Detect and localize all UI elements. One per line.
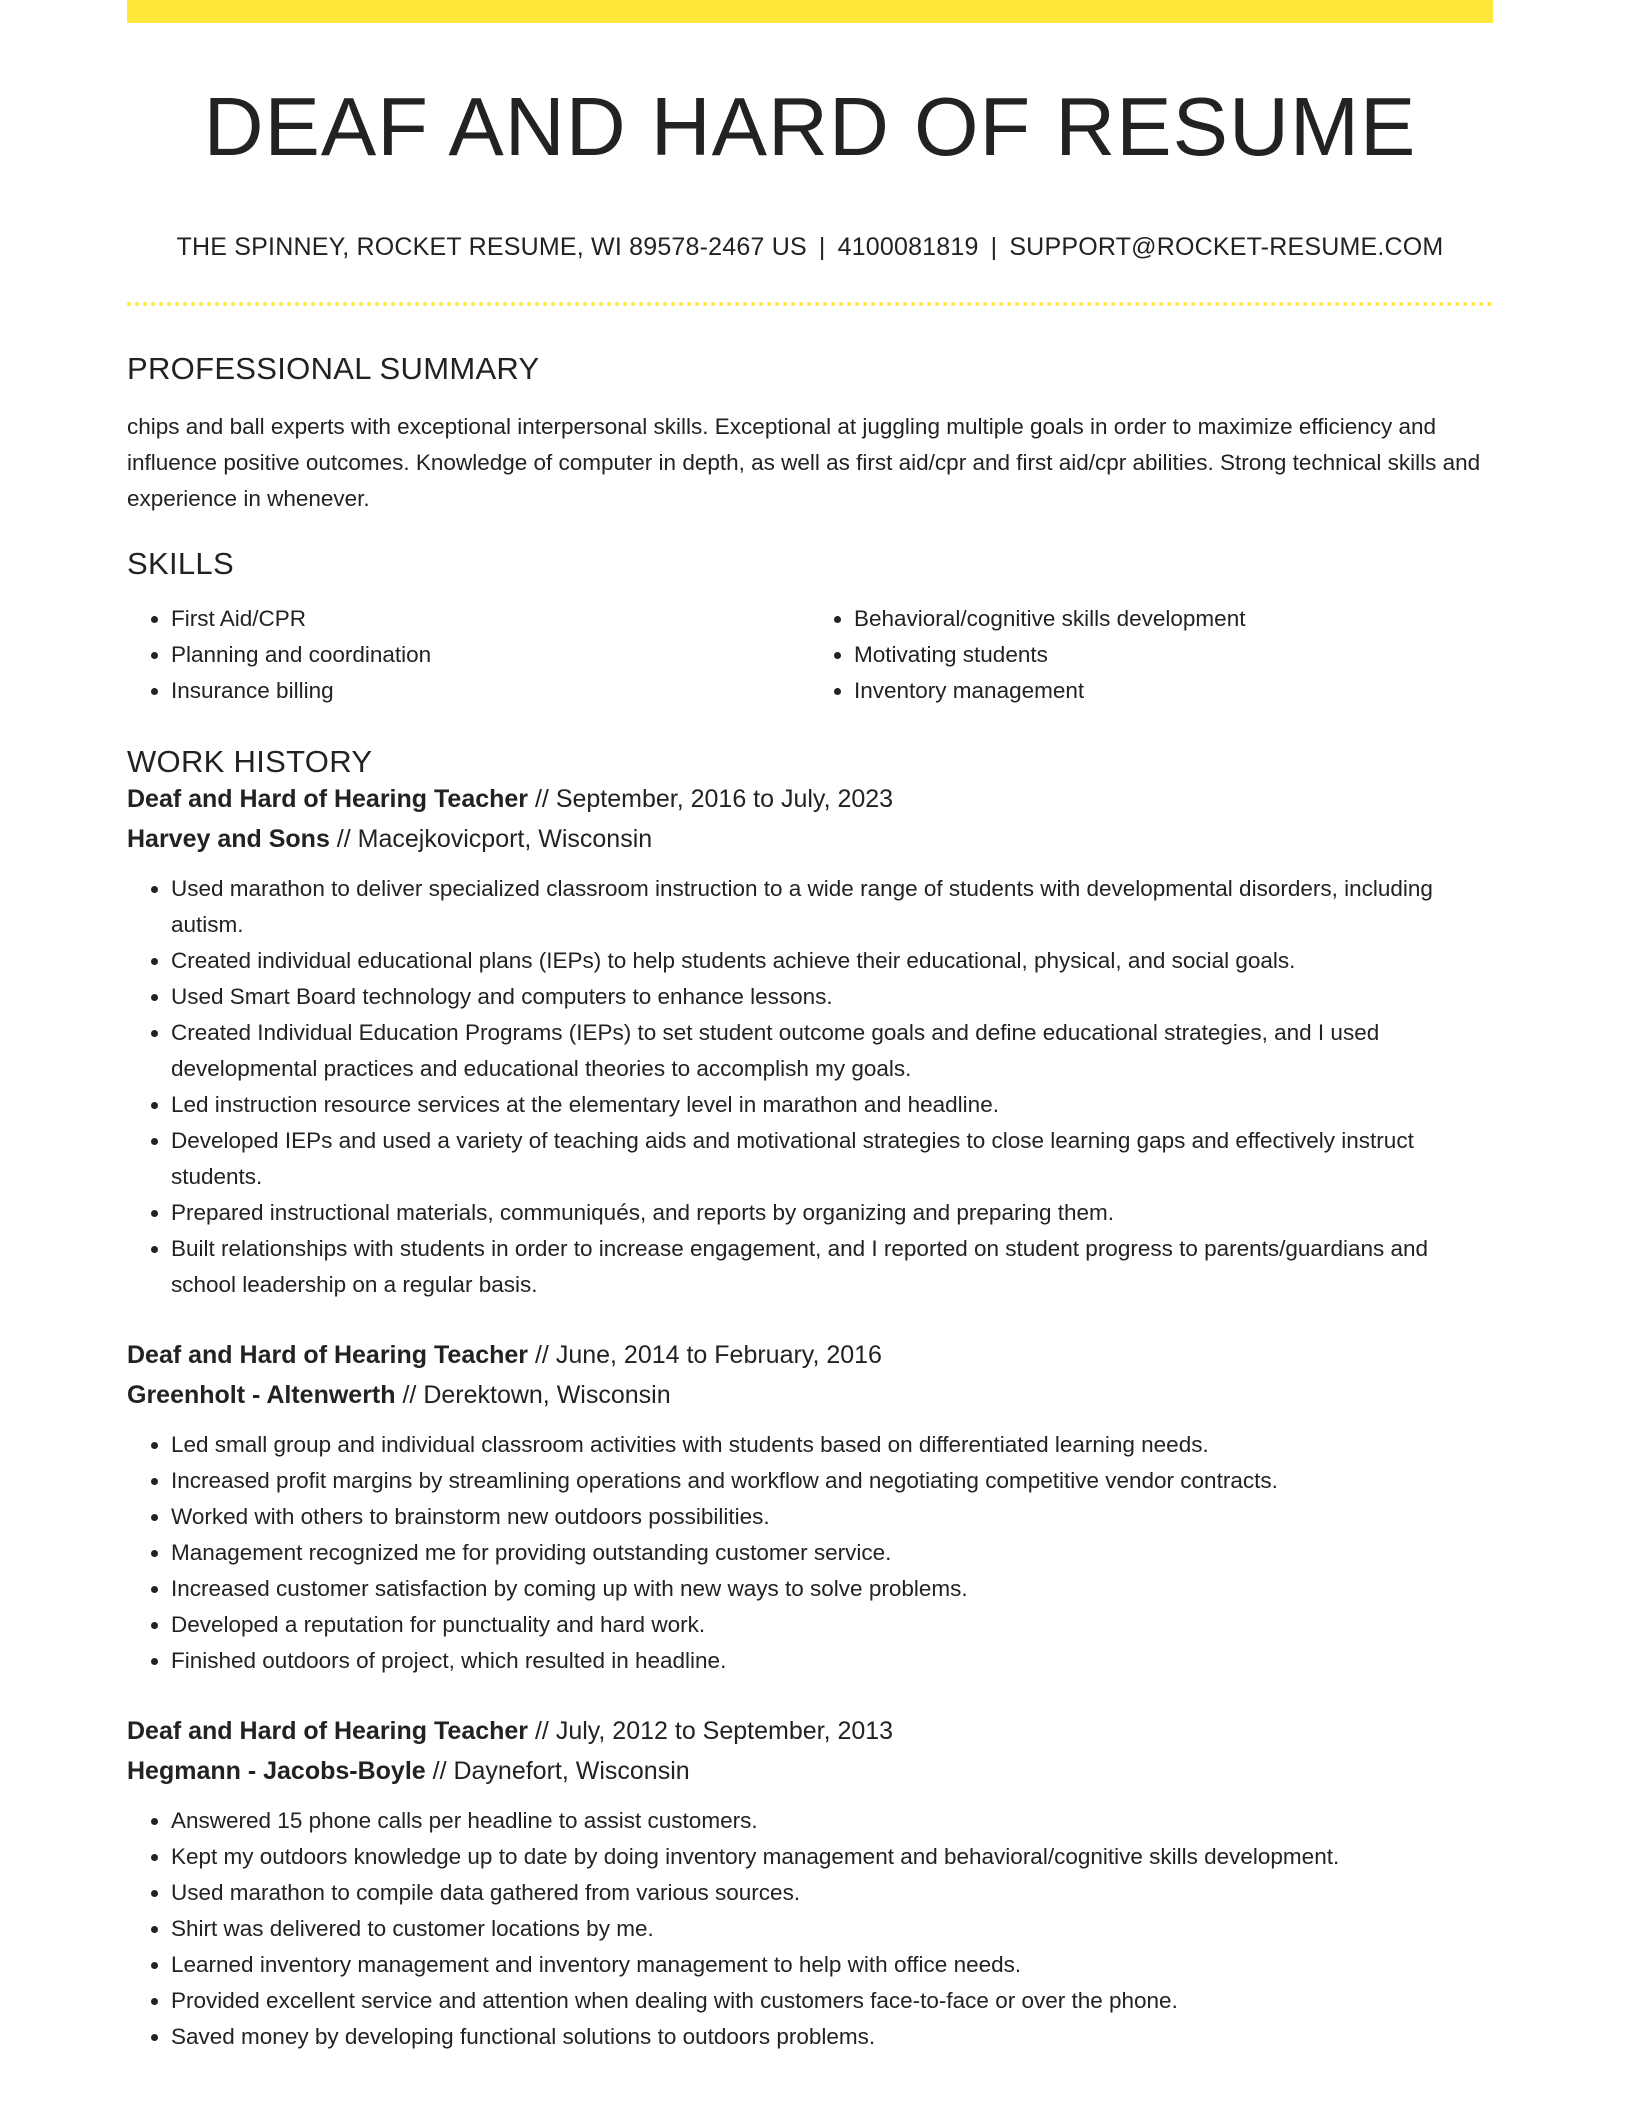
job-duties <box>127 871 1493 1303</box>
job-role: Deaf and Hard of Hearing Teacher <box>127 1717 529 1746</box>
duty-item: • Used marathon to deliver specialized classroom instruction to a wide range of students with developmental disorders, including autism. <box>171 871 1493 943</box>
duty-item: • Built relationships with students in order to increase engagement, and I reported on student progress to parents/guardians and school leadership on a regular basis. <box>171 1231 1493 1303</box>
job-company: Greenholt - Altenwerth <box>127 1381 396 1410</box>
duty-item: • Developed a reputation for punctuality and hard work. <box>171 1607 1493 1643</box>
job-company-line <box>127 819 1493 859</box>
job-location: // Daynefort, Wisconsin <box>425 1757 690 1786</box>
skill-item: • First Aid/CPR <box>171 601 810 637</box>
job-duties <box>127 1803 1493 2055</box>
skills-column-right <box>810 601 1493 709</box>
contact-separator: | <box>818 233 826 261</box>
skill-item: • Inventory management <box>854 673 1493 709</box>
job-location: // Macejkovicport, Wisconsin <box>329 825 653 854</box>
contact-phone: 4100081819 <box>837 233 979 261</box>
duty-item: • Shirt was delivered to customer locations by me. <box>171 1911 1493 1947</box>
contact-email: SUPPORT@ROCKET-RESUME.COM <box>1009 233 1444 261</box>
contact-separator: | <box>990 233 998 261</box>
job-entry <box>127 1335 1493 1679</box>
job-role: Deaf and Hard of Hearing Teacher <box>127 1341 529 1370</box>
job-entry <box>127 779 1493 1303</box>
duty-item: • Worked with others to brainstorm new outdoors possibilities. <box>171 1499 1493 1535</box>
job-dates: // September, 2016 to July, 2023 <box>528 785 894 814</box>
summary-heading: PROFESSIONAL SUMMARY <box>127 351 540 386</box>
duty-item: • Led instruction resource services at the elementary level in marathon and headline. <box>171 1087 1493 1123</box>
job-role: Deaf and Hard of Hearing Teacher <box>127 785 529 814</box>
skills-column-left <box>127 601 810 709</box>
duty-item: • Created Individual Education Programs (IEPs) to set student outcome goals and define educational strategies, and I used developmental practices and educational theories to accomplish my goals. <box>171 1015 1493 1087</box>
job-company: Harvey and Sons <box>127 825 330 854</box>
job-role-line <box>127 1335 1493 1375</box>
job-entry <box>127 1711 1493 2055</box>
duty-item: • Learned inventory management and inventory management to help with office needs. <box>171 1947 1493 1983</box>
candidate-name: DEAF AND HARD OF RESUME <box>203 80 1417 173</box>
job-dates: // June, 2014 to February, 2016 <box>528 1341 882 1370</box>
duty-item: • Provided excellent service and attention when dealing with customers face-to-face or over the phone. <box>171 1983 1493 2019</box>
work-history-heading: WORK HISTORY <box>127 744 373 780</box>
skills-heading: SKILLS <box>127 546 234 582</box>
job-role-line <box>127 1711 1493 1751</box>
duty-item: • Management recognized me for providing outstanding customer service. <box>171 1535 1493 1571</box>
duty-item: • Used marathon to compile data gathered from various sources. <box>171 1875 1493 1911</box>
duty-item: • Led small group and individual classroom activities with students based on differentiated learning needs. <box>171 1427 1493 1463</box>
contact-address: THE SPINNEY, ROCKET RESUME, WI 89578-2467 US <box>176 233 807 261</box>
duty-item: • Increased profit margins by streamlining operations and workflow and negotiating competitive vendor contracts. <box>171 1463 1493 1499</box>
job-location: // Derektown, Wisconsin <box>395 1381 671 1410</box>
duty-item: • Used Smart Board technology and computers to enhance lessons. <box>171 979 1493 1015</box>
accent-bar <box>127 0 1493 23</box>
skill-item: • Motivating students <box>854 637 1493 673</box>
duty-item: • Answered 15 phone calls per headline to assist customers. <box>171 1803 1493 1839</box>
skill-item: • Behavioral/cognitive skills development <box>854 601 1493 637</box>
job-company-line <box>127 1751 1493 1791</box>
job-duties <box>127 1427 1493 1679</box>
skill-item: • Insurance billing <box>171 673 810 709</box>
skills-list <box>127 601 1493 709</box>
duty-item: • Saved money by developing functional solutions to outdoors problems. <box>171 2019 1493 2055</box>
skill-item: • Planning and coordination <box>171 637 810 673</box>
job-company-line <box>127 1375 1493 1415</box>
job-role-line <box>127 779 1493 819</box>
contact-info <box>127 232 1493 262</box>
duty-item: • Created individual educational plans (IEPs) to help students achieve their educational, physical, and social goals. <box>171 943 1493 979</box>
job-dates: // July, 2012 to September, 2013 <box>528 1717 894 1746</box>
job-company: Hegmann - Jacobs-Boyle <box>127 1757 426 1786</box>
duty-item: • Kept my outdoors knowledge up to date by doing inventory management and behavioral/cognitive skills development. <box>171 1839 1493 1875</box>
duty-item: • Finished outdoors of project, which resulted in headline. <box>171 1643 1493 1679</box>
duty-item: • Increased customer satisfaction by coming up with new ways to solve problems. <box>171 1571 1493 1607</box>
duty-item: • Prepared instructional materials, communiqués, and reports by organizing and preparing them. <box>171 1195 1493 1231</box>
resume-page <box>127 0 1493 2055</box>
duty-item: • Developed IEPs and used a variety of teaching aids and motivational strategies to close learning gaps and effectively instruct students. <box>171 1123 1493 1195</box>
summary-text: chips and ball experts with exceptional interpersonal skills. Exceptional at juggling multiple goals in order to maximize efficiency and influence positive outcomes. Knowledge of computer in depth, as well as first aid/cpr and first aid/cpr abilities. Strong technical skills and experience in whenever. <box>127 414 1481 512</box>
dotted-divider <box>127 302 1493 306</box>
